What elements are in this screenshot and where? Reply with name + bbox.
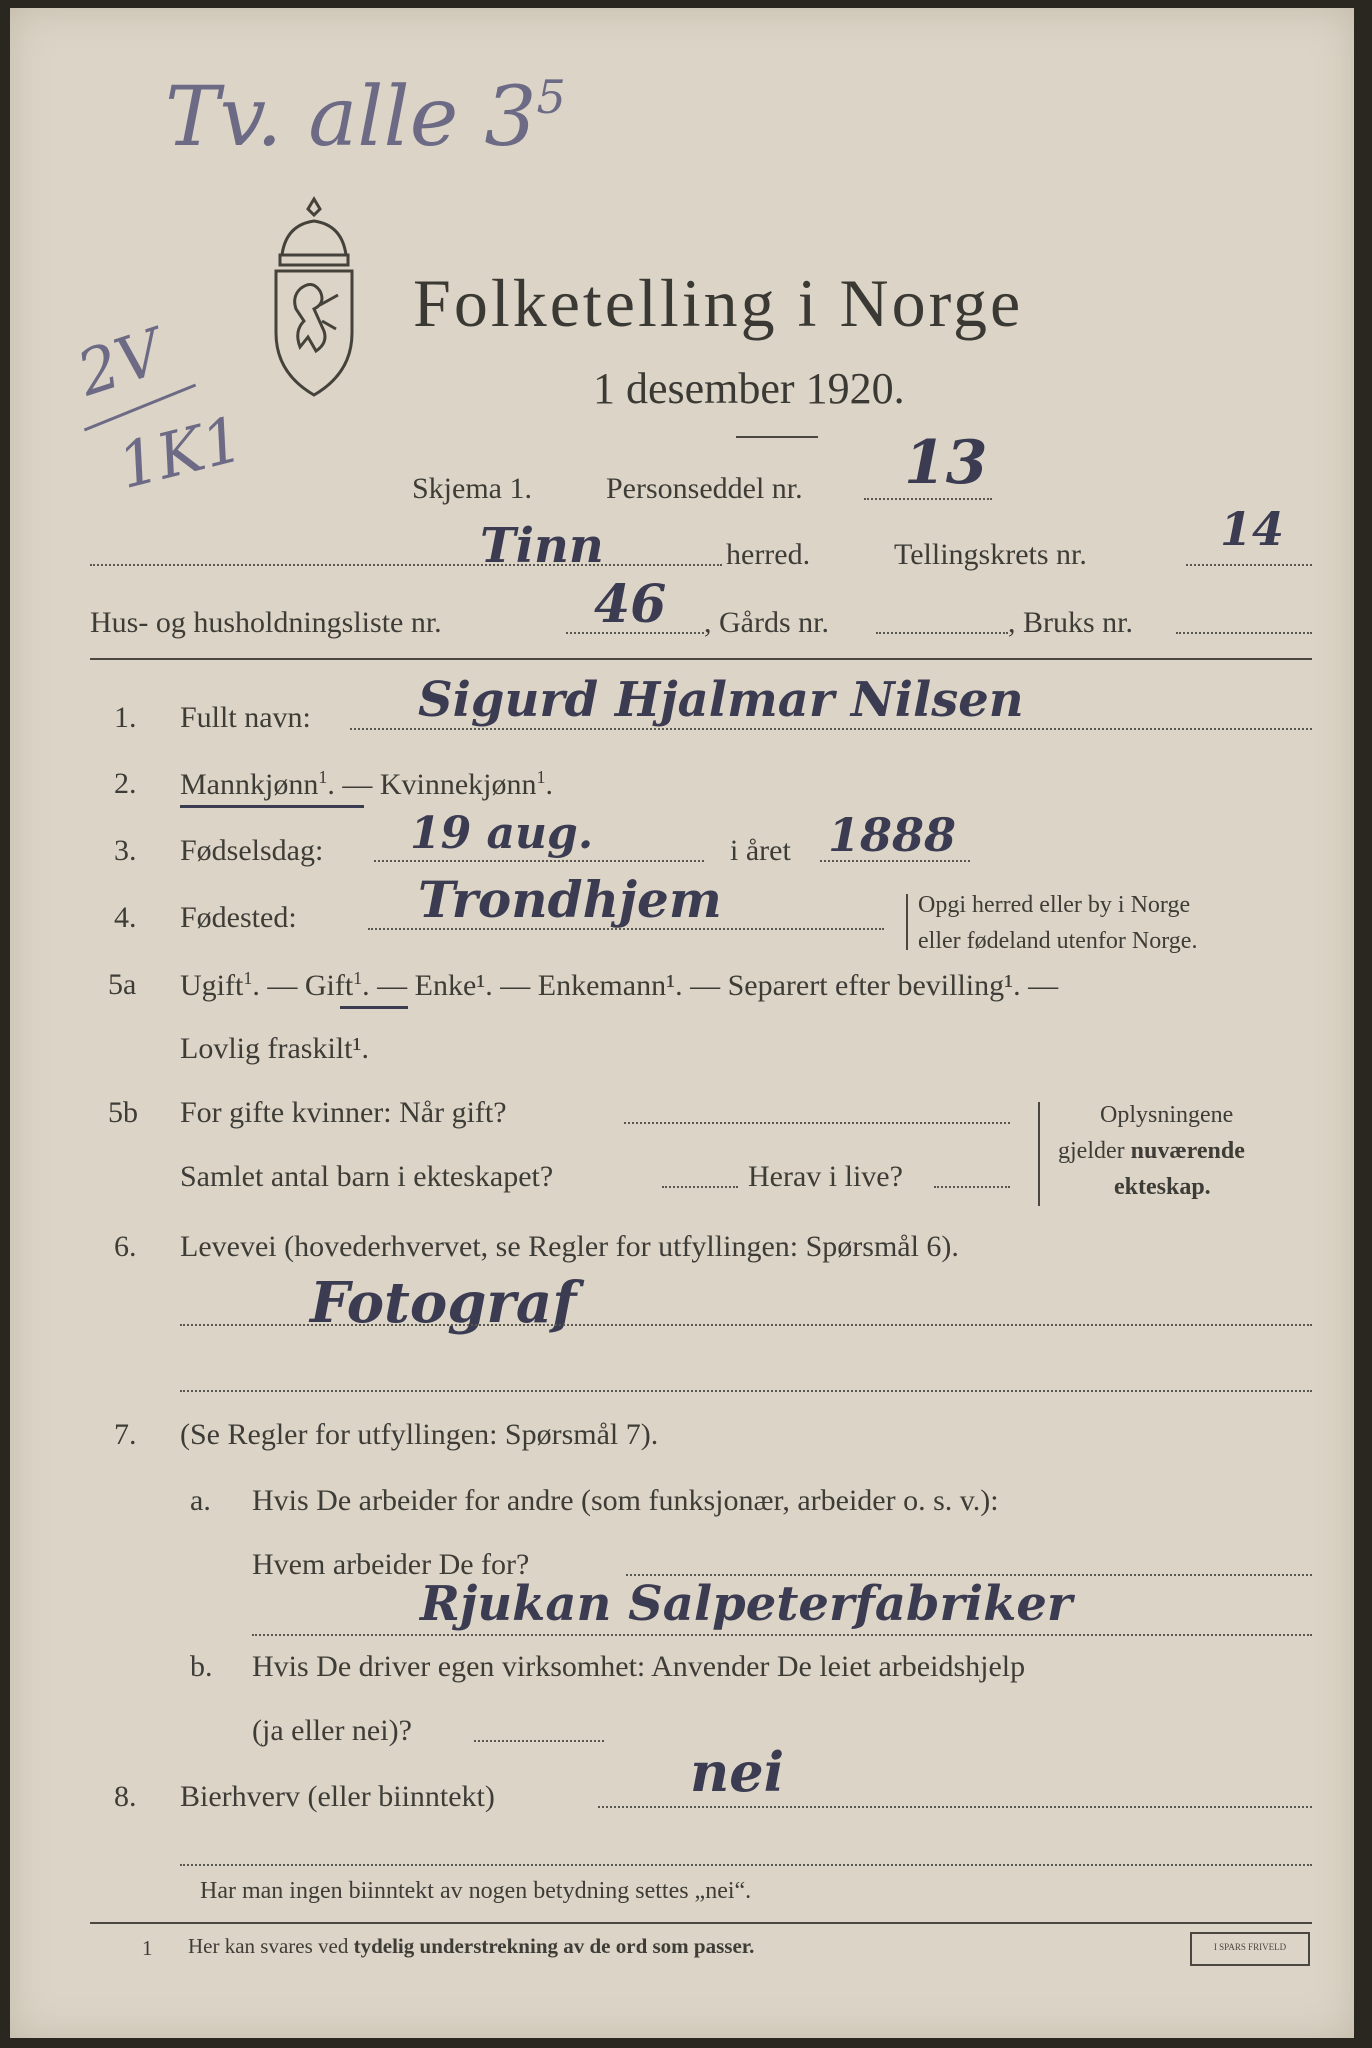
q7a-letter: a.	[190, 1484, 211, 1517]
personseddel-value: 13	[904, 428, 988, 498]
q5b-note-brace	[1038, 1102, 1048, 1206]
tellingskrets-value: 14	[1220, 502, 1285, 556]
herred-field-line	[90, 564, 722, 566]
q5b-alive-field-line	[934, 1186, 1010, 1188]
q7a-label2: Hvem arbeider De for?	[252, 1548, 530, 1581]
q3-field-line	[374, 860, 704, 862]
tellingskrets-field-line	[1186, 564, 1312, 566]
q8-field-line1	[598, 1806, 1312, 1808]
q4-note-brace	[906, 894, 914, 950]
printer-stamp	[1190, 1932, 1310, 1966]
footnote-mark: 1	[142, 1936, 153, 1960]
section-divider	[90, 658, 1312, 660]
q6-label: Levevei (hovederhvervet, se Regler for utfyllingen: Spørsmål 6).	[180, 1230, 959, 1263]
q6-field-line2	[180, 1390, 1312, 1392]
q3-number: 3.	[114, 834, 137, 867]
q5a-gift-footnote: 1	[353, 968, 363, 988]
q7-number: 7.	[114, 1418, 137, 1451]
pencil-note-margin-bottom: 1K1	[111, 401, 251, 504]
tellingskrets-label: Tellingskrets nr.	[894, 538, 1087, 571]
q3-value: 19 aug.	[410, 808, 594, 859]
q5b-married-field-line	[624, 1122, 1010, 1124]
q5b-note-gjelder: gjelder	[1058, 1138, 1125, 1164]
q6-field-line1	[180, 1324, 1312, 1326]
q4-number: 4.	[114, 901, 137, 934]
q5b-label1: For gifte kvinner: Når gift?	[180, 1096, 507, 1129]
q8-field-line2	[180, 1864, 1312, 1866]
footnote-divider	[90, 1922, 1312, 1924]
q7b-label1: Hvis De driver egen virksomhet: Anvender De leiet arbeidshjelp	[252, 1650, 1026, 1683]
q7a-field-line2	[252, 1634, 1312, 1636]
q2-options	[180, 767, 553, 802]
q7a-value: Rjukan Salpeterfabriker	[420, 1576, 1073, 1632]
hus-value: 46	[594, 574, 667, 635]
q7a-label1: Hvis De arbeider for andre (som funksjonær, arbeider o. s. v.):	[252, 1484, 999, 1517]
q5a-separator: . —	[252, 969, 305, 1002]
title-divider	[736, 436, 818, 438]
q3-year-label: i året	[730, 834, 791, 867]
footnote-text-a: Her kan svares ved	[188, 1934, 349, 1958]
pencil-note-address	[165, 70, 566, 165]
footnote-text	[188, 1934, 754, 1959]
census-form-sheet	[10, 8, 1354, 2038]
q2-separator: . —	[327, 768, 380, 801]
pencil-note-margin-top: 2V	[68, 314, 172, 411]
q7b-letter: b.	[190, 1650, 213, 1683]
gards-field-line	[876, 632, 1008, 634]
hus-label: Hus- og husholdningsliste nr.	[90, 606, 442, 639]
q3-year-value: 1888	[828, 808, 957, 862]
q6-value: Fotograf	[310, 1270, 577, 1336]
pencil-note-address-sup: 5	[536, 70, 566, 124]
q5b-number: 5b	[108, 1096, 138, 1129]
q5b-note-line3: ekteskap.	[1114, 1174, 1211, 1200]
footnote-text-b: tydelig understrekning av de ord som passer.	[353, 1934, 755, 1958]
q5a-gift-underline	[340, 1006, 408, 1009]
gards-label: , Gårds nr.	[704, 606, 829, 639]
q8-number: 8.	[114, 1780, 137, 1813]
q2-male-footnote: 1	[318, 767, 328, 787]
bruks-field-line	[1176, 632, 1312, 634]
q8-label: Bierhverv (eller biinntekt)	[180, 1780, 495, 1813]
q5b-note-line1: Oplysningene	[1100, 1102, 1234, 1128]
q1-number: 1.	[114, 701, 137, 734]
q7b-field-line	[474, 1740, 604, 1742]
q1-label: Fullt navn:	[180, 701, 311, 734]
q8-note: Har man ingen biinntekt av nogen betydning settes „nei“.	[200, 1878, 752, 1904]
q5a-line2: Lovlig fraskilt¹.	[180, 1032, 369, 1065]
q5b-label3: Herav i live?	[748, 1160, 903, 1193]
herred-value: Tinn	[480, 518, 604, 574]
q2-period: .	[545, 768, 553, 801]
q1-field-line	[350, 728, 1312, 730]
q5a-gift-option[interactable]: Gift	[304, 969, 354, 1002]
q5b-label2: Samlet antal barn i ekteskapet?	[180, 1160, 554, 1193]
coat-of-arms-icon	[260, 193, 368, 403]
census-date: 1 desember 1920.	[593, 364, 905, 413]
q5a-ugift-option[interactable]: Ugift	[180, 969, 244, 1002]
q3-label: Fødselsdag:	[180, 834, 324, 867]
q5b-note-nuvaerende: nuværende	[1130, 1138, 1245, 1164]
q2-number: 2.	[114, 767, 137, 800]
pencil-note-address-text: Tv. alle 3	[165, 70, 537, 165]
page-title: Folketelling i Norge	[413, 265, 1024, 341]
q4-note-line2: eller fødeland utenfor Norge.	[918, 928, 1198, 954]
q5a-number: 5a	[108, 968, 137, 1001]
q1-value: Sigurd Hjalmar Nilsen	[418, 672, 1024, 728]
q4-value: Trondhjem	[418, 870, 722, 929]
q4-label: Fødested:	[180, 901, 297, 934]
q6-number: 6.	[114, 1230, 137, 1263]
q5a-options	[180, 968, 1058, 1003]
q7-label: (Se Regler for utfyllingen: Spørsmål 7).	[180, 1418, 659, 1451]
q2-female-option[interactable]: Kvinnekjønn	[379, 768, 537, 801]
q2-male-underline	[180, 805, 364, 808]
q5b-note-line2	[1058, 1138, 1245, 1165]
personseddel-label: Personseddel nr.	[606, 472, 803, 505]
q5a-other-options: . — Enke¹. — Enkemann¹. — Separert efter bevilling¹. —	[362, 969, 1059, 1002]
q5b-children-field-line	[662, 1186, 738, 1188]
printer-stamp-text: I SPARS FRIVELD	[1213, 1942, 1287, 1952]
q7b-label2: (ja eller nei)?	[252, 1714, 412, 1747]
personseddel-field-line	[864, 498, 992, 500]
q2-male-option[interactable]: Mannkjønn	[180, 768, 319, 801]
q8-value: nei	[690, 1740, 785, 1804]
q2-female-footnote: 1	[536, 767, 546, 787]
q5a-ugift-footnote: 1	[243, 968, 253, 988]
skjema-label: Skjema 1.	[412, 472, 532, 505]
herred-label: herred.	[726, 538, 811, 571]
q4-note-line1: Opgi herred eller by i Norge	[918, 892, 1191, 918]
bruks-label: , Bruks nr.	[1008, 606, 1134, 639]
